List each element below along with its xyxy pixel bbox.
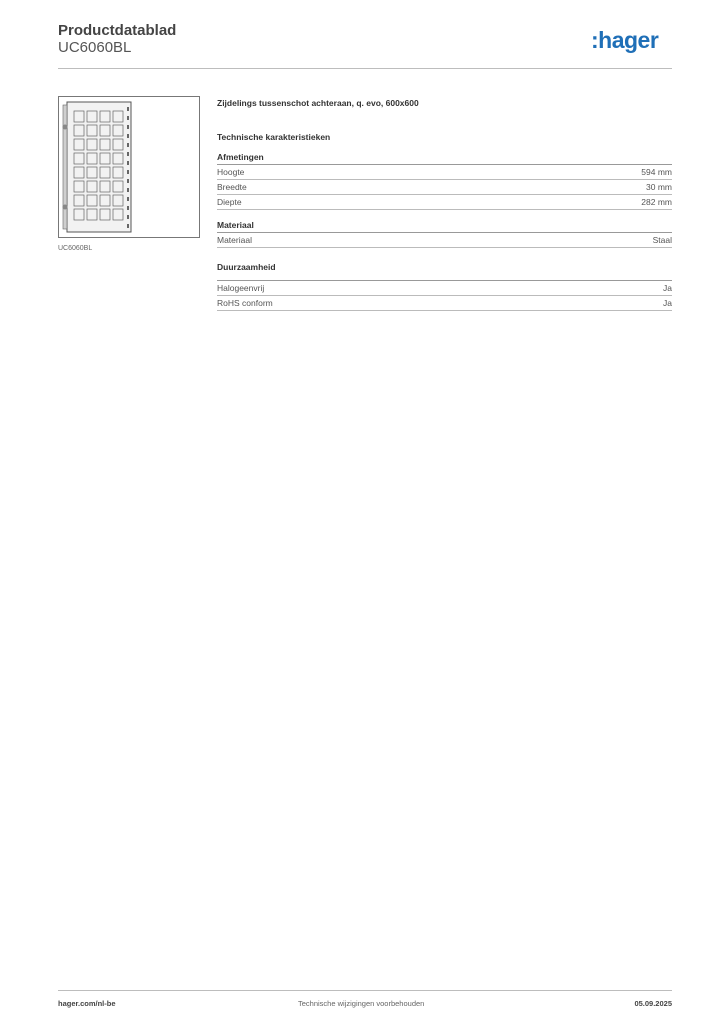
spec-label: Diepte [217,197,242,207]
spec-row [217,180,672,195]
spec-label: Hoogte [217,167,245,177]
technical-heading: Technische karakteristieken [217,132,331,142]
edge-slot [127,188,129,192]
image-caption: UC6060BL [58,245,93,252]
section-title: Duurzaamheid [217,262,276,272]
section-afmetingen [217,150,672,210]
section-title: Afmetingen [217,152,264,162]
footer-divider [58,990,672,991]
edge-slot [127,125,129,129]
edge-slot [127,116,129,120]
spec-label: Halogeenvrij [217,283,265,293]
edge-slot [127,134,129,138]
spec-value: Staal [652,235,672,245]
footer-date: 05.09.2025 [634,999,672,1008]
spec-row [217,165,672,180]
edge-slot [127,107,129,111]
edge-slot [127,179,129,183]
spec-value: 30 mm [646,182,672,192]
document-title: Productdatablad [58,22,177,39]
footer-website[interactable]: hager.com/nl-be [58,999,116,1008]
partition-panel-illustration [59,97,199,237]
footer-disclaimer: Technische wijzigingen voorbehouden [298,999,425,1008]
spec-value: 282 mm [641,197,672,207]
header-divider [58,68,672,69]
spec-label: RoHS conform [217,298,273,308]
spec-label: Materiaal [217,235,252,245]
spec-row [217,195,672,210]
section-duurzaamheid [217,260,672,311]
edge-slot [127,170,129,174]
spec-row [217,233,672,248]
spec-area [217,96,672,311]
spec-value: Ja [663,298,672,308]
edge-slot [127,161,129,165]
section-materiaal [217,218,672,248]
spec-row [217,296,672,311]
product-description: Zijdelings tussenschot achteraan, q. evo, 600x600 [217,98,419,108]
product-image [58,96,200,238]
edge-slot [127,224,129,228]
product-code: UC6060BL [58,39,132,56]
section-title: Materiaal [217,220,254,230]
edge-slot [127,215,129,219]
edge-slot [127,152,129,156]
spec-value: Ja [663,283,672,293]
edge-slot [127,197,129,201]
spec-value: 594 mm [641,167,672,177]
spec-label: Breedte [217,182,247,192]
edge-slot [127,206,129,210]
spec-row [217,281,672,296]
edge-slot [127,143,129,147]
hager-logo: :hager [591,27,659,53]
